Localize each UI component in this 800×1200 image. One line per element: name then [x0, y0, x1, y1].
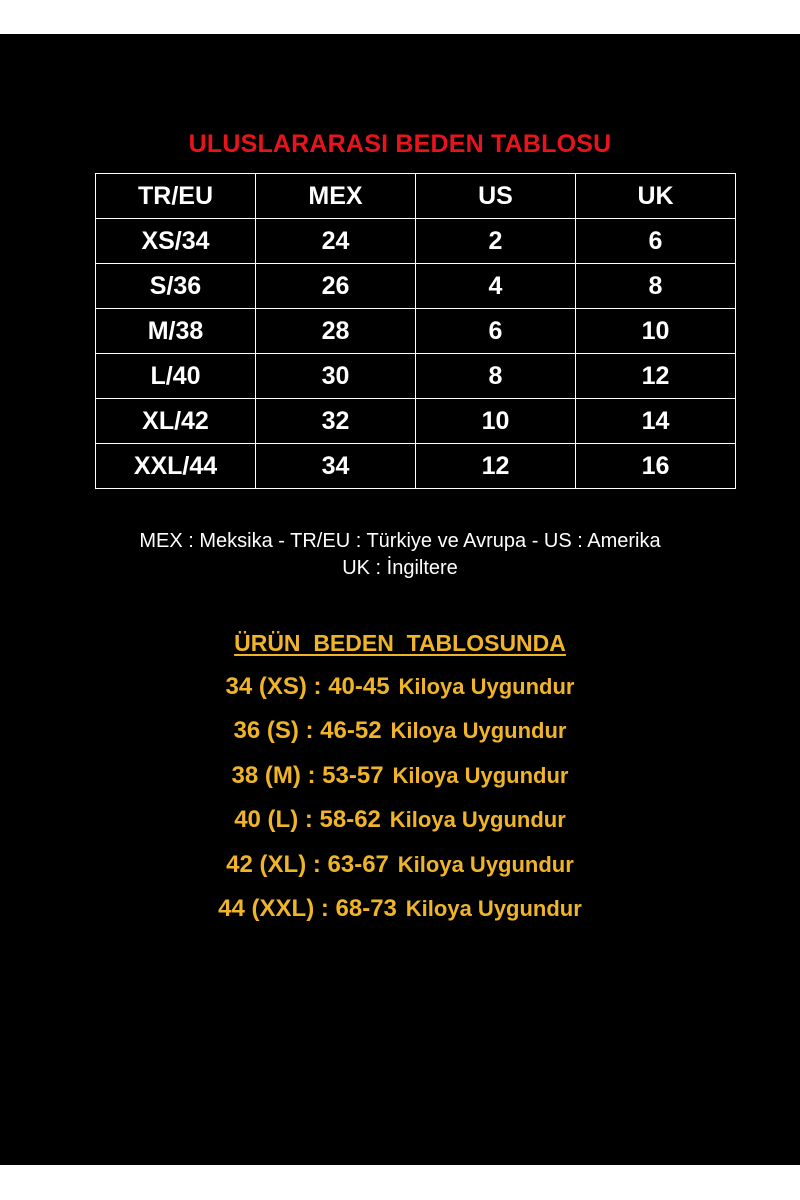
cell-mex: 28 — [256, 309, 416, 354]
cell-uk: 12 — [576, 354, 736, 399]
legend-line: MEX : Meksika - TR/EU : Türkiye ve Avrupa - US : Amerika — [139, 530, 661, 552]
weight-range: 36 (S) : 46-52 — [233, 717, 382, 745]
weight-suffix: Kiloya Uygundur — [390, 718, 567, 744]
cell-tr-eu: M/38 — [96, 309, 256, 354]
table-row — [96, 444, 736, 489]
cell-uk: 8 — [576, 264, 736, 309]
cell-us: 8 — [416, 354, 576, 399]
weight-range: 44 (XXL) : 68-73 — [218, 894, 397, 922]
header-mex: MEX — [256, 174, 416, 219]
weight-range: 42 (XL) : 63-67 — [226, 850, 389, 878]
list-item — [0, 892, 800, 936]
legend-line: UK : İngiltere — [342, 557, 458, 579]
table-header-row — [96, 174, 736, 219]
cell-uk: 6 — [576, 219, 736, 264]
weight-range: 34 (XS) : 40-45 — [225, 673, 390, 700]
cell-us: 2 — [416, 219, 576, 264]
cell-tr-eu: S/36 — [96, 264, 256, 309]
cell-us: 12 — [416, 444, 576, 489]
cell-tr-eu: XL/42 — [96, 399, 256, 444]
cell-uk: 16 — [576, 444, 736, 489]
weight-range: 38 (M) : 53-57 — [231, 761, 384, 789]
cell-tr-eu: XXL/44 — [96, 444, 256, 489]
weight-suffix: Kiloya Uygundur — [397, 851, 574, 877]
country-legend — [0, 528, 800, 582]
list-item — [0, 803, 800, 847]
list-item — [0, 848, 800, 892]
weight-suffix: Kiloya Uygundur — [389, 807, 566, 833]
weight-range-list — [0, 670, 800, 936]
chart-title: ULUSLARARASI BEDEN TABLOSU — [188, 130, 612, 158]
weight-info-title: ÜRÜN BEDEN TABLOSUNDA — [234, 630, 566, 656]
cell-uk: 10 — [576, 309, 736, 354]
cell-us: 4 — [416, 264, 576, 309]
weight-suffix: Kiloya Uygundur — [392, 762, 569, 788]
header-uk: UK — [576, 174, 736, 219]
cell-mex: 30 — [256, 354, 416, 399]
list-item — [0, 714, 800, 758]
cell-mex: 24 — [256, 219, 416, 264]
weight-suffix: Kiloya Uygundur — [405, 895, 582, 921]
list-item — [0, 670, 800, 714]
header-us: US — [416, 174, 576, 219]
cell-tr-eu: XS/34 — [96, 219, 256, 264]
table-row — [96, 219, 736, 264]
weight-range: 40 (L) : 58-62 — [234, 806, 381, 834]
table-row — [96, 399, 736, 444]
size-conversion-table — [95, 173, 736, 489]
cell-us: 10 — [416, 399, 576, 444]
table-row — [96, 354, 736, 399]
header-tr-eu: TR/EU — [96, 174, 256, 219]
cell-mex: 26 — [256, 264, 416, 309]
cell-uk: 14 — [576, 399, 736, 444]
weight-suffix: Kiloya Uygundur — [398, 674, 575, 699]
table-row — [96, 309, 736, 354]
weight-info-heading — [0, 628, 800, 658]
cell-tr-eu: L/40 — [96, 354, 256, 399]
cell-mex: 32 — [256, 399, 416, 444]
cell-us: 6 — [416, 309, 576, 354]
table-row — [96, 264, 736, 309]
list-item — [0, 759, 800, 803]
cell-mex: 34 — [256, 444, 416, 489]
